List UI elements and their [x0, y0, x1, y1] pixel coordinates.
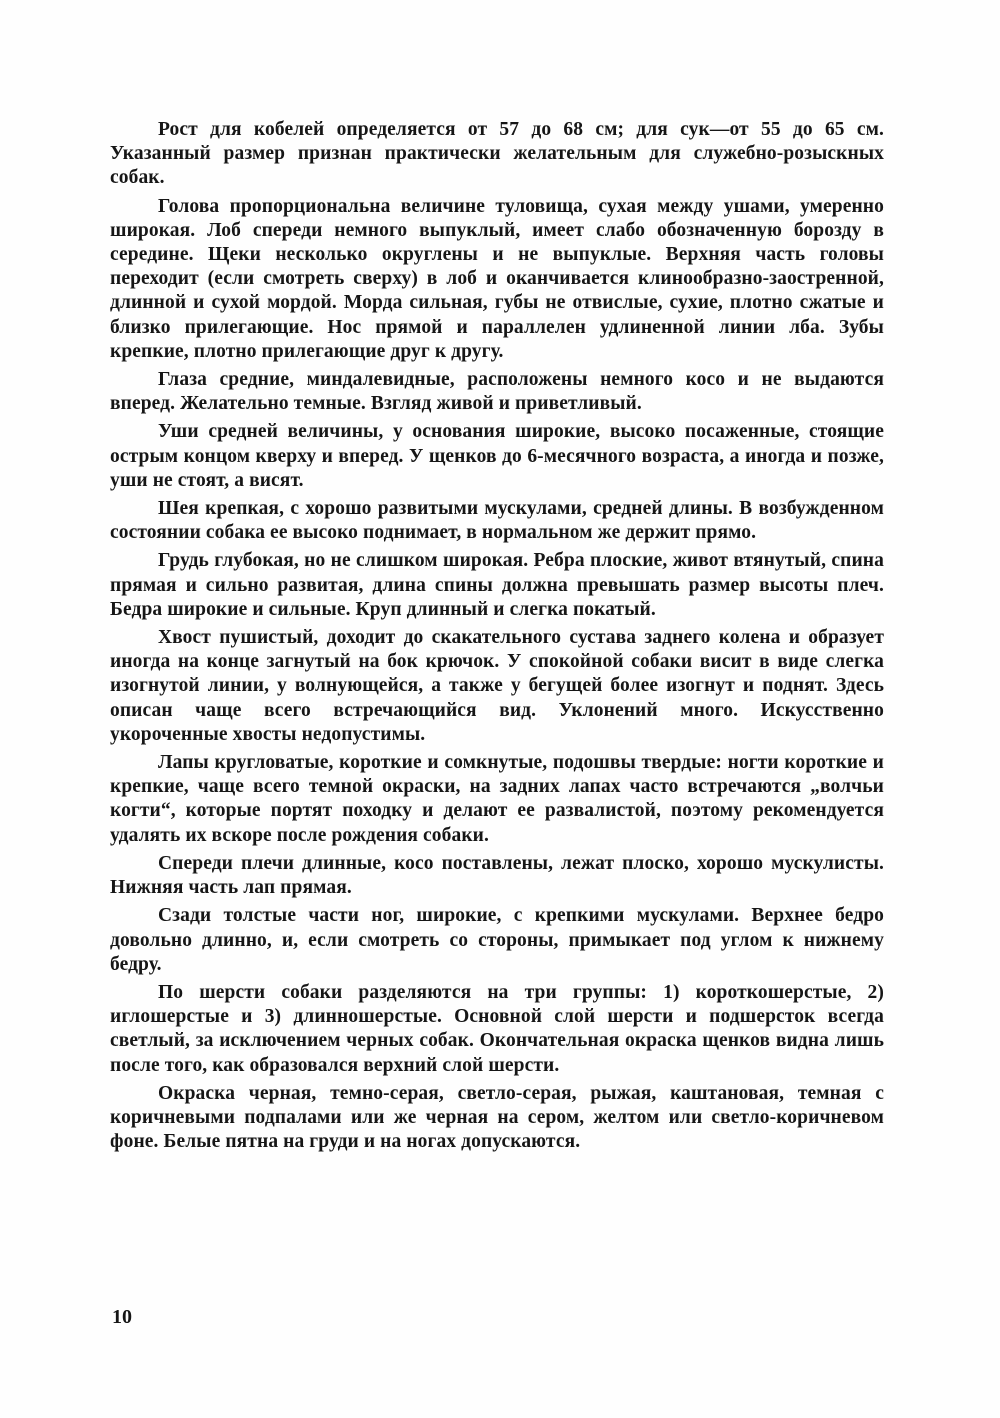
paragraph-rear: Сзади толстые части ног, широкие, с крепкими мускулами. Верхнее бедро довольно длинно, и, если смотреть со стороны, примыкает под углом к нижнему бедру. [110, 905, 884, 975]
paragraph-coat: По шерсти собаки разделяются на три группы: 1) короткошерстые, 2) иглошерстые и 3) длинношерстые. Основной слой шерсти и подшерсток всегда светлый, за исключением черных собак. Окончательная окраска щенков видна лишь после того, как образовался верхний слой шерсти. [110, 981, 884, 1076]
page-number: 10 [112, 1306, 132, 1328]
paragraph-color: Окраска черная, темно-серая, светло-серая, рыжая, каштановая, темная с коричневыми подпалами или же черная на сером, желтом или светло-коричневом фоне. Белые пятна на груди и на ногах допускаются. [110, 1082, 884, 1153]
paragraph-front: Спереди плечи длинные, косо поставлены, лежат плоско, хорошо мускулисты. Нижняя часть лап прямая. [110, 852, 884, 899]
paragraph-head: Голова пропорциональна величине туловища, сухая между ушами, умеренно широкая. Лоб спереди немного выпуклый, имеет слабо обозначенную борозду в середине. Щеки несколько округлены и не выпуклые. Верхняя часть головы переходит (если смотреть сверху) в лоб и оканчивается клинообразно-заостренной, длинной и сухой мордой. Морда сильная, губы не отвислые, сухие, плотно сжатые и близко прилегающие. Нос прямой и параллелен удлиненной линии лба. Зубы крепкие, плотно прилегающие друг к другу. [110, 195, 884, 362]
paragraph-eyes: Глаза средние, миндалевидные, расположены немного косо и не выдаются вперед. Желательно темные. Взгляд живой и приветливый. [110, 369, 884, 415]
paragraph-neck: Шея крепкая, с хорошо развитыми мускулами, средней длины. В возбужденном состоянии собака ее высоко поднимает, в нормальном же держит прямо. [110, 498, 884, 544]
paragraph-height: Рост для кобелей определяется от 57 до 68 см; для сук—от 55 до 65 см. Указанный размер признан практически желательным для служебно-розыскных собак. [110, 119, 884, 189]
paragraph-chest: Грудь глубокая, но не слишком широкая. Ребра плоские, живот втянутый, спина прямая и сильно развитая, длина спины должна превышать размер высоты плеч. Бедра широкие и сильные. Круп длинный и слегка покатый. [110, 550, 884, 620]
body-text [110, 118, 884, 1158]
paragraph-ears: Уши средней величины, у основания широкие, высоко посаженные, стоящие острым концом кверху и вперед. У щенков до 6-месячного возраста, а иногда и позже, уши не стоят, а висят. [110, 421, 884, 491]
paragraph-tail: Хвост пушистый, доходит до скакательного сустава заднего колена и образует иногда на конце загнутый на бок крючок. У спокойной собаки висит в виде слегка изогнутой линии, у волнующейся, а также у бегущей более изогнут и поднят. Здесь описан чаще всего встречающийся вид. Уклонений много. Искусственно укороченные хвосты недопустимы. [110, 627, 884, 745]
paragraph-paws: Лапы кругловатые, короткие и сомкнутые, подошвы твердые: ногти короткие и крепкие, чаще всего темной окраски, на задних лапах часто встречаются „волчьи когти“, которые портят походку и делают ее развалистой, поэтому рекомендуется удалять их вскоре после рождения собаки. [110, 752, 884, 846]
